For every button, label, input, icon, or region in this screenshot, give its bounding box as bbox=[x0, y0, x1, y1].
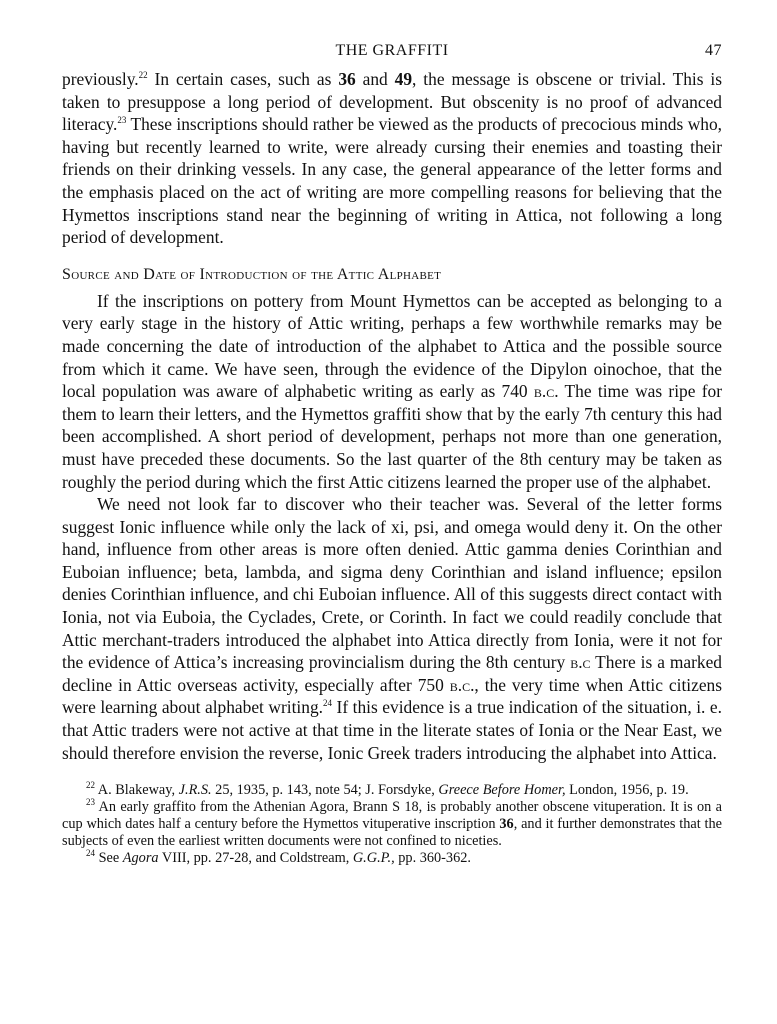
book-title: Agora bbox=[122, 850, 159, 867]
journal-title: J.R.S. bbox=[178, 782, 212, 799]
text-run: pp. 360-362. bbox=[394, 850, 471, 867]
footnote-24 bbox=[62, 850, 722, 867]
era-abbrev: b.c bbox=[570, 652, 591, 673]
era-abbrev: b.c bbox=[533, 381, 555, 402]
footnote-23 bbox=[62, 799, 722, 850]
section-heading: Source and Date of Introduction of the Attic Alphabet bbox=[62, 265, 442, 283]
footnote-ref-24[interactable]: 24 bbox=[323, 698, 333, 709]
text-run: See bbox=[95, 850, 123, 867]
text-run: A. Blakeway, bbox=[95, 782, 179, 799]
text-run: These inscriptions should rather be viewed as the products of precocious minds who, having but recently learned to write, were already cursing their enemies and toasting their friends on their drinking vessels. In any case, the general appearance of the letter forms and the emphasis placed on the act of writing are more compelling reasons for believing that the Hymettos inscriptions stand near the beginning of writing in Attica, not following a long period of development. bbox=[62, 114, 722, 248]
text-run: 25, 1935, p. 143, note 54; J. Forsdyke, bbox=[211, 782, 439, 799]
text-run: We need not look far to discover who their teacher was. Several of the letter forms suggest Ionic influence while only the lack of xi, psi, and omega would deny it. On the other hand, influence from other areas is more often denied. Attic gamma denies Corinthian and Euboian influence; beta, lambda, and sigma deny Corinthian and island influence; epsilon denies Corinthian influence, and chi Euboian influence. All of this suggests direct contact with Ionia, not via Euboia, the Cyclades, Crete, or Corinth. In fact we could readily conclude that Attic merchant-traders introduced the alphabet into Attica directly from Ionia, were it not for the evidence of Attica’s increasing provincialism during the 8th century bbox=[62, 494, 722, 673]
text-run: If this evidence is a true indication of the situation, i. e. that Attic traders were not active at that time in the literate states of Ionia or the Near East, we should therefore envision the reverse, Ionic Greek traders introducing the alphabet into Attica. bbox=[62, 697, 722, 763]
text-run: There is a marked decline in Attic overseas activity, especially after 750 bbox=[62, 652, 723, 695]
text-run: . The time was ripe for them to learn their letters, and the Hymettos graffiti show that by the early 7th century this had been accomplished. A short period of development, perhaps not more than one generation, must have preceded these documents. So the last quarter of the 8th century may be taken as roughly the period during which the first Attic citizens learned the proper use of the alphabet. bbox=[62, 381, 722, 492]
footnote-number: 23 bbox=[86, 797, 95, 808]
book-title: Greece Before Homer, bbox=[438, 782, 566, 799]
text-run: and bbox=[355, 69, 395, 89]
footnote-22 bbox=[62, 782, 722, 799]
page bbox=[62, 36, 722, 867]
footnotes bbox=[62, 782, 722, 867]
text-run: London, 1956, p. 19. bbox=[565, 782, 689, 799]
footnote-ref-23[interactable]: 23 bbox=[117, 115, 127, 126]
running-head bbox=[62, 36, 722, 68]
text-run: An early graffito from the Athenian Agora, Brann S 18, is probably another obscene vituperation. It is on a cup which dates half a century before the Hymettos vituperative inscription bbox=[62, 799, 722, 833]
inscription-ref-49: 49 bbox=[394, 69, 413, 89]
footnote-number: 24 bbox=[86, 848, 95, 859]
footnote-ref-22[interactable]: 22 bbox=[138, 70, 148, 81]
text-run: , the very time when Attic citizens were learning about alphabet writing. bbox=[62, 674, 723, 718]
era-abbrev: b.c. bbox=[449, 674, 475, 695]
book-title: G.G.P., bbox=[352, 850, 395, 867]
text-run: In certain cases, such as bbox=[147, 69, 339, 89]
text-run: VIII, pp. 27-28, and Coldstream, bbox=[158, 850, 353, 867]
inscription-ref-36: 36 bbox=[499, 816, 514, 833]
text-run: previously. bbox=[62, 69, 139, 89]
text-run: , the message is obscene or trivial. This is taken to presuppose a long period of development. But obscenity is no proof of advanced literacy. bbox=[62, 69, 722, 135]
paragraph-2 bbox=[62, 290, 722, 493]
inscription-ref-36: 36 bbox=[338, 69, 356, 89]
page-number: 47 bbox=[705, 42, 722, 59]
text-run: , and it further demonstrates that the subjects of even the earliest written documents were not confined to niceties. bbox=[62, 816, 722, 850]
text-run: If the inscriptions on pottery from Mount Hymettos can be accepted as belonging to a very early stage in the history of Attic writing, perhaps a few worthwhile remarks may be made concerning the date of introduction of the alphabet to Attica and the possible source from which it came. We have seen, through the evidence of the Dipylon oinochoe, that the local population was aware of alphabetic writing as early as 740 bbox=[62, 290, 722, 402]
paragraph-1 bbox=[62, 68, 722, 249]
paragraph-3 bbox=[62, 493, 722, 764]
footnote-number: 22 bbox=[86, 780, 95, 791]
running-title: THE GRAFFITI bbox=[335, 42, 449, 59]
